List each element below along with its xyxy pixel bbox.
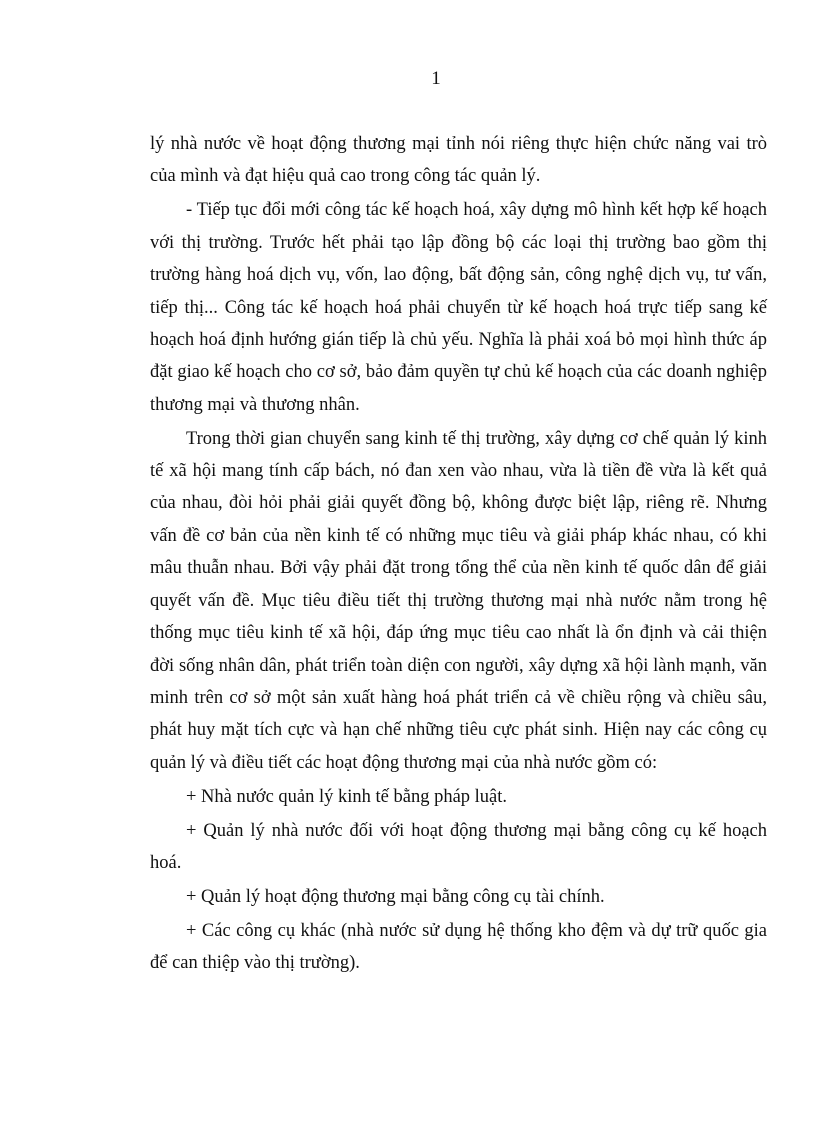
- paragraph-planning-reform: - Tiếp tục đổi mới công tác kế hoạch hoá, xây dựng mô hình kết hợp kế hoạch với thị trường. Trước hết phải tạo lập đồng bộ các loại thị trường bao gồm thị trường hàng hoá dịch vụ, vốn, lao động, bất động sản, công nghệ dịch vụ, tư vấn, tiếp thị... Công tác kế hoạch hoá phải chuyển từ kế hoạch hoá trực tiếp sang kế hoạch hoá định hướng gián tiếp là chủ yếu. Nghĩa là phải xoá bỏ mọi hình thức áp đặt giao kế hoạch cho cơ sở, bảo đảm quyền tự chủ kế hoạch của các doanh nghiệp thương mại và thương nhân.: [150, 200, 767, 415]
- paragraph-market-transition: Trong thời gian chuyển sang kinh tế thị trường, xây dựng cơ chế quản lý kinh tế xã hội mang tính cấp bách, nó đan xen vào nhau, vừa là tiền đề vừa là kết quả của nhau, đòi hỏi phải giải quyết đồng bộ, không được biệt lập, riêng rẽ. Nhưng vấn đề cơ bản của nền kinh tế có những mục tiêu và giải pháp khác nhau, có khi mâu thuẫn nhau. Bởi vậy phải đặt trong tổng thể của nền kinh tế quốc dân để giải quyết vấn đề. Mục tiêu điều tiết thị trường thương mại nhà nước nằm trong hệ thống mục tiêu kinh tế xã hội, đáp ứng mục tiêu cao nhất là ổn định và cải thiện đời sống nhân dân, phát triển toàn diện con người, xây dựng xã hội lành mạnh, văn minh trên cơ sở một sản xuất hàng hoá phát triển cả về chiều rộng và chiều sâu, phát huy mặt tích cực và hạn chế những tiêu cực phát sinh. Hiện nay các công cụ quản lý và điều tiết các hoạt động thương mại của nhà nước gồm có:: [150, 428, 767, 773]
- list-item-finance: + Quản lý hoạt động thương mại bằng công cụ tài chính.: [186, 886, 605, 907]
- document-body: [150, 128, 767, 980]
- list-item-law: + Nhà nước quản lý kinh tế bằng pháp luật.: [186, 786, 508, 807]
- page-number: 1: [431, 68, 441, 89]
- paragraph-continuation: lý nhà nước về hoạt động thương mại tỉnh nói riêng thực hiện chức năng vai trò của mình và đạt hiệu quả cao trong công tác quản lý.: [150, 134, 767, 187]
- list-item-planning: + Quản lý nhà nước đối với hoạt động thương mại bằng công cụ kế hoạch hoá.: [150, 820, 767, 873]
- list-item-other-tools: + Các công cụ khác (nhà nước sử dụng hệ thống kho đệm và dự trữ quốc gia để can thiệp vào thị trường).: [150, 920, 767, 974]
